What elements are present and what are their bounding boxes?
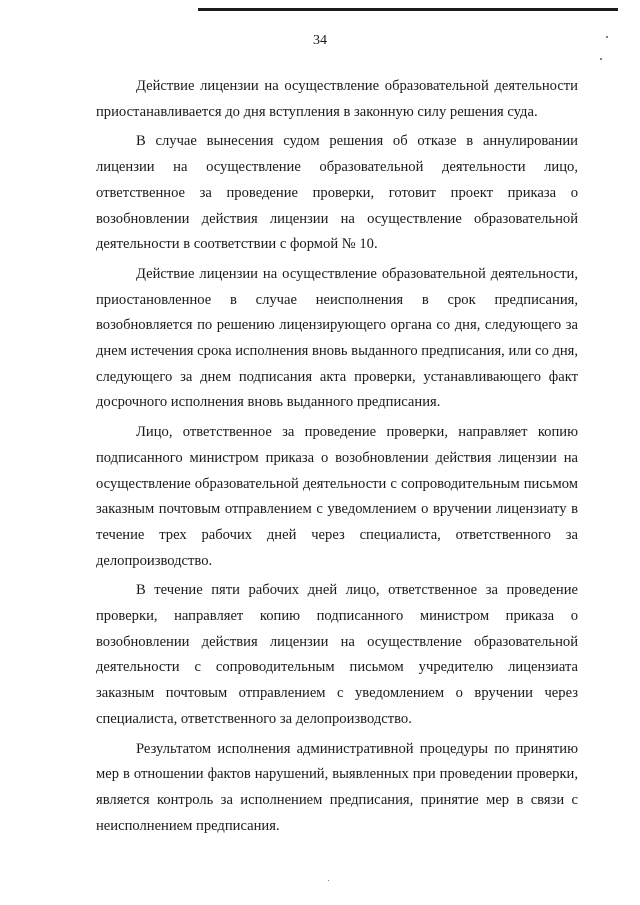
text-line: мер в отношении фактов нарушений, выявленных при проведении проверки, [96, 766, 578, 783]
text-line: приостанавливается до дня вступления в законную силу решения суда. [96, 103, 538, 120]
text-line: специалиста, ответственного за делопроизводство. [96, 710, 412, 727]
text-line: днем истечения срока исполнения вновь выданного предписания, или со дня, [96, 343, 579, 360]
document-body [96, 74, 578, 843]
text-line: приостановленное в случае неисполнения в срок предписания, [96, 291, 578, 308]
text-line: проверки, направляет копию подписанного министром приказа о [96, 608, 578, 625]
paragraph-1 [96, 74, 578, 125]
text-line: возобновлении действия лицензии на осуществление образовательной [96, 210, 578, 227]
text-line: является контроль за исполнением предписания, принятие мер в связи с [96, 791, 578, 808]
text-line: ответственное за проведение проверки, готовит проект приказа о [96, 184, 578, 201]
paragraph-6 [96, 737, 578, 840]
scan-speck [600, 58, 602, 60]
text-line: осуществление образовательной деятельности с сопроводительным письмом [96, 475, 578, 492]
paragraph-4 [96, 420, 578, 574]
text-line: заказным почтовым отправлением с уведомлением о вручении лицензиату в [96, 501, 578, 518]
text-line: досрочного исполнения вновь выданного предписания. [96, 394, 441, 411]
scan-speck [328, 880, 329, 881]
text-line: Действие лицензии на осуществление образовательной деятельности [136, 78, 578, 94]
text-line: заказным почтовым отправлением с уведомлением о вручении через [96, 685, 578, 702]
text-line: Результатом исполнения административной процедуры по принятию [136, 740, 578, 757]
paragraph-3 [96, 262, 578, 416]
text-line: неисполнением предписания. [96, 817, 280, 834]
text-line: делопроизводство. [96, 552, 213, 569]
text-line: деятельности в соответствии с формой № 10. [96, 236, 378, 253]
scan-speck [606, 36, 608, 38]
text-line: лицензии на осуществление образовательной деятельности лицо, [96, 159, 578, 176]
text-line: В течение пяти рабочих дней лицо, ответственное за проведение [136, 582, 578, 599]
text-line: Лицо, ответственное за проведение проверки, направляет копию [136, 424, 578, 441]
text-line: деятельности с сопроводительным письмом учредителю лицензиата [96, 659, 578, 676]
text-line: подписанного министром приказа о возобновлении действия лицензии на [96, 449, 578, 466]
paragraph-2 [96, 129, 578, 258]
text-line: Действие лицензии на осуществление образовательной деятельности, [136, 265, 578, 282]
page-number: 34 [313, 33, 327, 48]
paragraph-5 [96, 578, 578, 732]
text-line: течение трех рабочих дней через специалиста, ответственного за [96, 526, 578, 543]
text-line: возобновляется по решению лицензирующего органа со дня, следующего за [96, 317, 578, 334]
top-rule [198, 8, 618, 11]
text-line: В случае вынесения судом решения об отказе в аннулировании [136, 133, 578, 150]
text-line: возобновлении действия лицензии на осуществление образовательной [96, 633, 578, 650]
text-line: следующего за днем подписания акта проверки, устанавливающего факт [96, 368, 578, 385]
